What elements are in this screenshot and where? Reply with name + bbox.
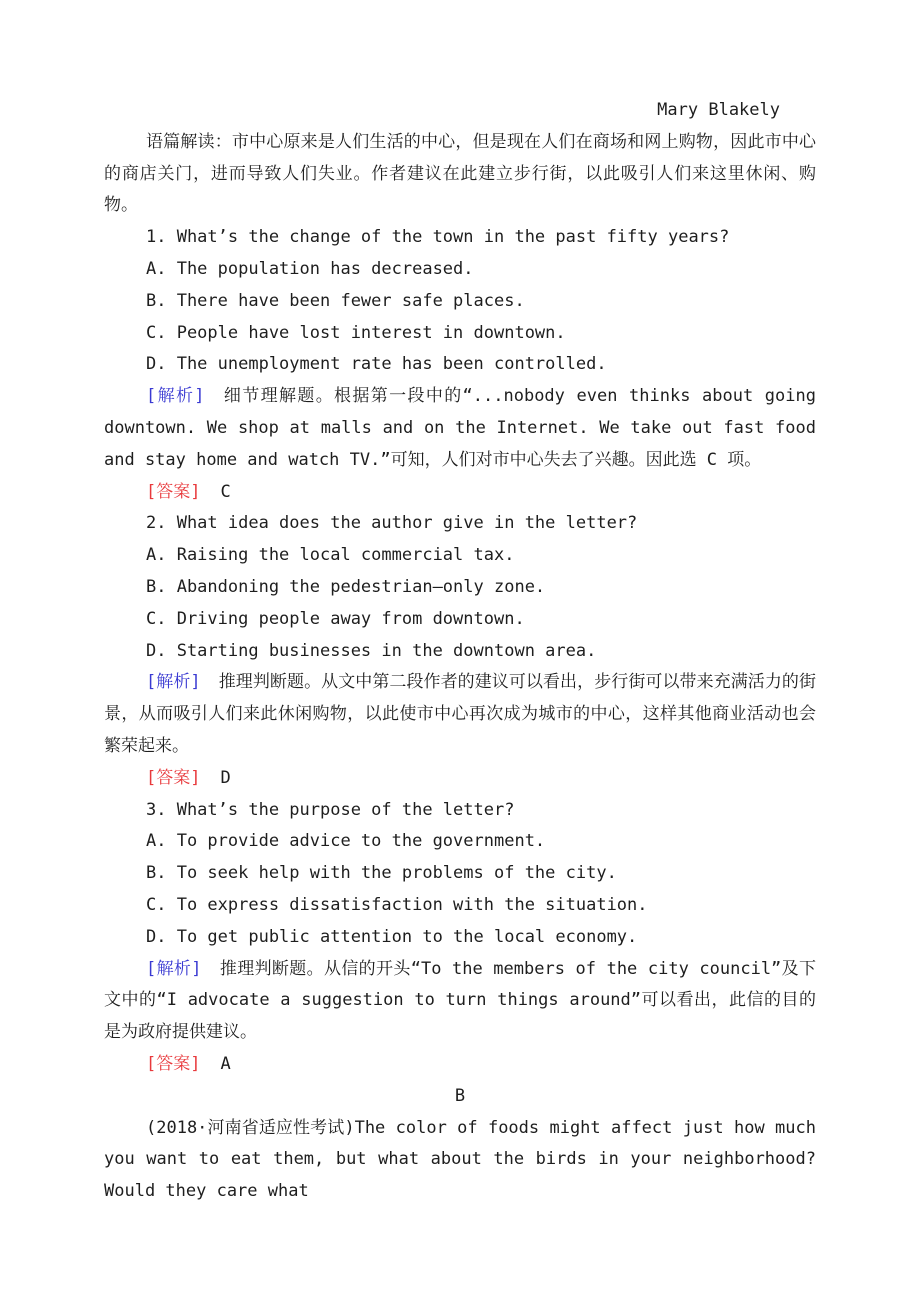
- option-b: B. Abandoning the pedestrian—only zone.: [146, 576, 546, 597]
- question-block-1: [104, 222, 816, 508]
- option-a: A. The population has decreased.: [146, 258, 474, 279]
- option-b: B. To seek help with the problems of the city.: [146, 863, 617, 884]
- summary-label: 语篇解读：: [146, 131, 232, 152]
- answer-line: [104, 1049, 816, 1081]
- analysis-paragraph: [104, 381, 816, 476]
- analysis-text: 推理判断题。从文中第二段作者的建议可以看出，步行街可以带来充满活力的街景，从而吸引人们来此休闲购物，以此使市中心再次成为城市的中心，这样其他商业活动也会繁荣起来。: [104, 672, 816, 756]
- question-stem: 2. What idea does the author give in the letter?: [146, 513, 638, 534]
- analysis-label: [解析]: [146, 672, 201, 693]
- option-c: C. Driving people away from downtown.: [146, 608, 525, 629]
- analysis-paragraph: [104, 667, 816, 762]
- analysis-label: [解析]: [146, 958, 202, 979]
- option-a: A. Raising the local commercial tax.: [146, 545, 515, 566]
- summary-text: 市中心原来是人们生活的中心，但是现在人们在商场和网上购物，因此市中心的商店关门，进而导致人们失业。作者建议在此建立步行街，以此吸引人们来这里休闲、购物。: [104, 131, 816, 216]
- analysis-text: 推理判断题。从信的开头“To the members of the city council”及下文中的“I advocate a suggestion to turn things around”可以看出，此信的目的是为政府提供建议。: [104, 958, 816, 1043]
- answer-label: [答案]: [146, 767, 201, 788]
- answer-line: [104, 477, 816, 509]
- option-b: B. There have been fewer safe places.: [146, 290, 525, 311]
- answer-line: [104, 763, 816, 795]
- answer-letter: C: [220, 481, 231, 502]
- passage-summary: [104, 127, 816, 222]
- option-a: A. To provide advice to the government.: [146, 831, 546, 852]
- option-c: C. People have lost interest in downtown.: [146, 322, 566, 343]
- option-d: D. Starting businesses in the downtown area.: [146, 640, 597, 661]
- analysis-paragraph: [104, 954, 816, 1049]
- question-block-2: [104, 508, 816, 794]
- question-stem: 3. What’s the purpose of the letter?: [146, 799, 515, 820]
- answer-label: [答案]: [146, 481, 201, 502]
- answer-letter: A: [220, 1053, 231, 1074]
- question-stem: 1. What’s the change of the town in the past fifty years?: [146, 227, 730, 248]
- option-d: D. To get public attention to the local economy.: [146, 926, 638, 947]
- author-signature: Mary Blakely: [657, 100, 780, 120]
- analysis-text: 细节理解题。根据第一段中的“...nobody even thinks about going downtown. We shop at malls and on the Internet. We take out fast food and stay home and watch TV.”可知，人们对市中心失去了兴趣。因此选 C 项。: [104, 386, 816, 470]
- question-block-3: [104, 795, 816, 1081]
- analysis-label: [解析]: [146, 386, 205, 407]
- option-c: C. To express dissatisfaction with the situation.: [146, 894, 648, 915]
- section-b-text: (2018·河南省适应性考试)The color of foods might affect just how much you want to eat them, but what about the birds in your neighborhood? Would they care what: [104, 1117, 816, 1202]
- section-b-intro: [104, 1113, 816, 1208]
- answer-letter: D: [220, 767, 231, 788]
- option-d: D. The unemployment rate has been controlled.: [146, 354, 607, 375]
- section-b-heading: B: [454, 1085, 466, 1106]
- answer-label: [答案]: [146, 1053, 201, 1074]
